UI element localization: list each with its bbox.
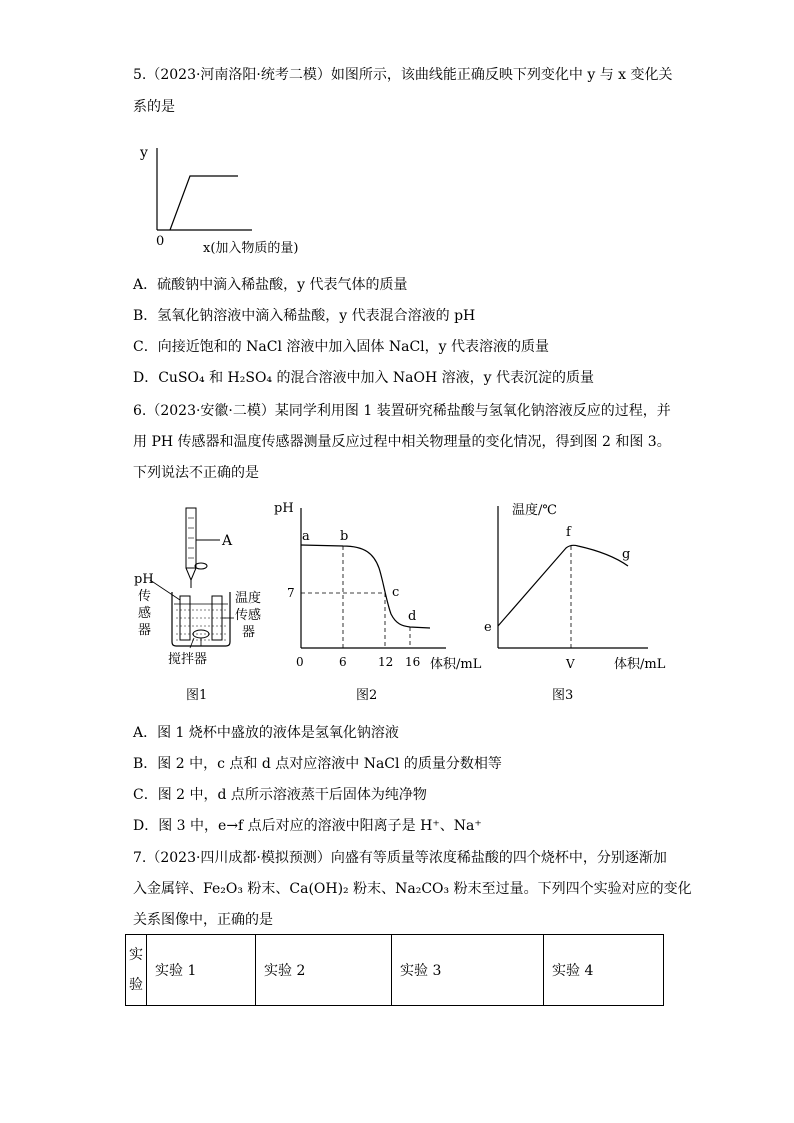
q7-line2: 入金属锌、Fe₂O₃ 粉末、Ca(OH)₂ 粉末、Na₂CO₃ 粉末至过量。下列四个实验对应的变化 <box>133 881 692 897</box>
q6-option-a: A．图 1 烧杯中盛放的液体是氢氧化钠溶液 <box>133 725 399 741</box>
stirrer-label: 搅拌器 <box>168 652 208 667</box>
fig2-xtick-16: 16 <box>405 655 421 669</box>
temp-sensor-label-1: 温度 <box>235 591 262 606</box>
q6-fig2-ph-chart <box>270 496 490 710</box>
q7-col-exp1: 实验 1 <box>147 935 256 1006</box>
q7-experiment-table <box>125 934 664 1006</box>
fig2-point-b: b <box>340 529 349 544</box>
q5-origin: 0 <box>156 234 165 249</box>
q6-option-c: C．图 2 中，d 点所示溶液蒸干后固体为纯净物 <box>133 787 427 803</box>
fig3-point-e: e <box>484 620 492 635</box>
q5-xlabel: x(加入物质的量) <box>203 241 299 256</box>
q7-col-exp4: 实验 4 <box>544 935 664 1006</box>
fig1-caption: 图1 <box>186 688 208 703</box>
q7-line1: 7.（2023·四川成都·模拟预测）向盛有等质量等浓度稀盐酸的四个烧杯中，分别逐渐加 <box>133 850 667 866</box>
q5-option-d: D．CuSO₄ 和 H₂SO₄ 的混合溶液中加入 NaOH 溶液，y 代表沉淀的质量 <box>133 370 595 386</box>
ph-sensor-label-1: pH <box>134 572 154 587</box>
q7-col-exp2: 实验 2 <box>256 935 392 1006</box>
q5-curve <box>170 176 238 230</box>
q5-line2: 系的是 <box>133 99 175 115</box>
stopcock <box>195 563 207 569</box>
q5-option-c: C．向接近饱和的 NaCl 溶液中加入固体 NaCl，y 代表溶液的质量 <box>133 339 549 355</box>
fig3-point-g: g <box>622 547 631 562</box>
fig3-point-f: f <box>566 525 571 540</box>
fig3-ylabel: 温度/℃ <box>512 503 557 518</box>
fig2-point-d: d <box>408 609 417 624</box>
q7-col-exp3: 实验 3 <box>392 935 544 1006</box>
q6-fig1-apparatus <box>130 500 280 710</box>
temp-sensor-label-2: 传感 <box>235 608 262 623</box>
fig2-origin: 0 <box>296 655 304 669</box>
q5-graph <box>130 138 330 258</box>
fig2-xtick-12: 12 <box>378 655 394 669</box>
ph-sensor-label-2: 传 <box>138 589 152 604</box>
q5-ylabel: y <box>140 145 148 161</box>
q5-line1: 5.（2023·河南洛阳·统考二模）如图所示，该曲线能正确反映下列变化中 y 与 x 变化关 <box>133 67 673 83</box>
temp-sensor-label-3: 器 <box>242 625 256 640</box>
fig2-xlabel: 体积/mL <box>430 657 482 672</box>
fig3-xtick-v: V <box>566 657 575 671</box>
fig2-point-a: a <box>302 529 310 544</box>
q6-option-d: D．图 3 中，e→f 点后对应的溶液中阳离子是 H⁺、Na⁺ <box>133 818 482 834</box>
fig2-caption: 图2 <box>356 688 378 703</box>
q7-table-header <box>126 935 147 1006</box>
fig2-ylabel: pH <box>274 501 294 516</box>
q6-line2: 用 PH 传感器和温度传感器测量反应过程中相关物理量的变化情况，得到图 2 和图 3。 <box>133 434 671 450</box>
table-row <box>126 935 664 1006</box>
q6-line1: 6.（2023·安徽·二模）某同学利用图 1 装置研究稀盐酸与氢氧化钠溶液反应的过程，并 <box>133 403 671 419</box>
q6-line3: 下列说法不正确的是 <box>133 465 259 481</box>
fig3-xlabel: 体积/mL <box>614 657 666 672</box>
q7-header-top: 实 <box>129 947 143 963</box>
ph-sensor-label-3: 感 <box>138 606 152 621</box>
q5-option-a: A．硫酸钠中滴入稀盐酸，y 代表气体的质量 <box>133 277 408 293</box>
q6-option-b: B．图 2 中，c 点和 d 点对应溶液中 NaCl 的质量分数相等 <box>133 756 502 772</box>
label-a: A <box>222 533 233 549</box>
fig3-caption: 图3 <box>552 688 574 703</box>
fig2-point-c: c <box>392 585 400 600</box>
q7-line3: 关系图像中，正确的是 <box>133 912 273 928</box>
q6-fig3-temperature-chart <box>476 496 676 710</box>
ph-sensor-label-4: 器 <box>138 623 152 638</box>
fig2-xtick-6: 6 <box>339 655 347 669</box>
fig3-temperature-curve <box>498 545 631 626</box>
q7-header-bottom: 验 <box>129 977 143 993</box>
fig2-ytick-7: 7 <box>287 586 295 600</box>
q5-option-b: B．氢氧化钠溶液中滴入稀盐酸，y 代表混合溶液的 pH <box>133 308 476 324</box>
